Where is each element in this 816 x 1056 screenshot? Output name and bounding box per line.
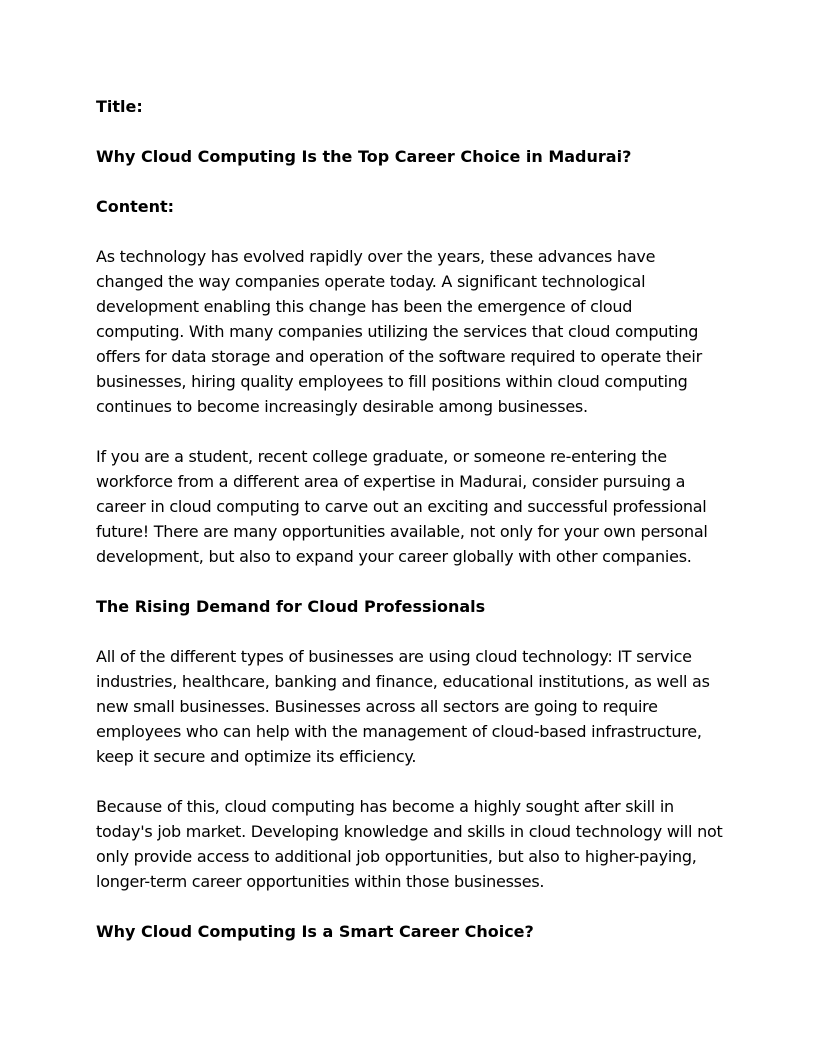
section-heading-rising-demand: The Rising Demand for Cloud Professionals [96, 597, 486, 616]
title-label: Title: [96, 97, 143, 116]
section-heading-smart-choice: Why Cloud Computing Is a Smart Career Choice? [96, 922, 534, 941]
rising-demand-paragraph-1: All of the different types of businesses are using cloud technology: IT service industries, healthcare, banking and finance, educational institutions, as well as new small businesses. Businesses across all sectors are going to require employees who can help with the management of cloud-based infrastructure, keep it secure and optimize its efficiency. [96, 647, 710, 766]
intro-paragraph-2: If you are a student, recent college graduate, or someone re-entering the workforce from a different area of expertise in Madurai, consider pursuing a career in cloud computing to carve out an exciting and successful professional future! There are many opportunities available, not only for your own personal development, but also to expand your career globally with other companies. [96, 447, 708, 566]
intro-paragraph-1: As technology has evolved rapidly over the years, these advances have changed the way companies operate today. A significant technological development enabling this change has been the emergence of cloud computing. With many companies utilizing the services that cloud computing offers for data storage and operation of the software required to operate their businesses, hiring quality employees to fill positions within cloud computing continues to become increasingly desirable among businesses. [96, 247, 702, 416]
rising-demand-paragraph-2: Because of this, cloud computing has become a highly sought after skill in today's job market. Developing knowledge and skills in cloud technology will not only provide access to additional job opportunities, but also to higher-paying, longer-term career opportunities within those businesses. [96, 797, 723, 891]
document-page [96, 94, 724, 969]
content-label: Content: [96, 197, 175, 216]
document-title: Why Cloud Computing Is the Top Career Choice in Madurai? [96, 147, 632, 166]
